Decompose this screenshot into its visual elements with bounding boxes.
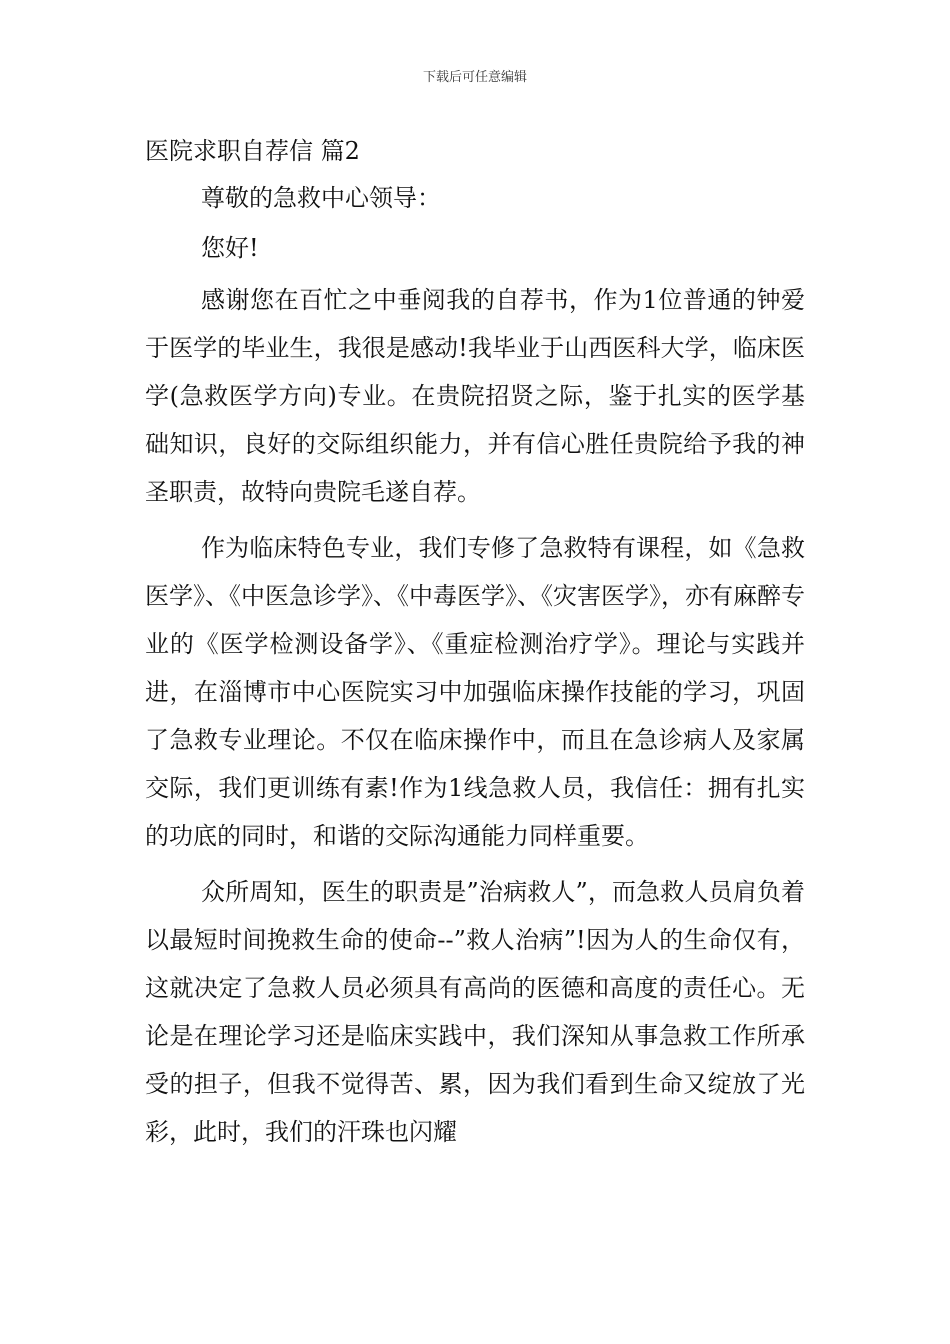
letter-salutation: 尊敬的急救中心领导：: [201, 184, 441, 212]
letter-paragraph: 作为临床特色专业，我们专修了急救特有课程，如《急救医学》、《中医急诊学》、《中毒医学》、《灾害医学》，亦有麻醉专业的《医学检测设备学》、《重症检测治疗学》。理论与实践并进，在淄博市中心医院实习中加强临床操作技能的学习，巩固了急救专业理论。不仅在临床操作中，而且在急诊病人及家属交际，我们更训练有素!作为1线急救人员，我信任：拥有扎实的功底的同时，和谐的交际沟通能力同样重要。: [145, 534, 805, 850]
letter-greeting: 您好!: [201, 234, 259, 262]
letter-paragraph: 感谢您在百忙之中垂阅我的自荐书，作为1位普通的钟爱于医学的毕业生，我很是感动!我毕业于山西医科大学，临床医学(急救医学方向)专业。在贵院招贤之际，鉴于扎实的医学基础知识，良好的交际组织能力，并有信心胜任贵院给予我的神圣职责，故特向贵院毛遂自荐。: [145, 286, 805, 506]
letter-paragraph: 众所周知，医生的职责是”治病救人”，而急救人员肩负着以最短时间挽救生命的使命--”救人治病”!因为人的生命仅有，这就决定了急救人员必须具有高尚的医德和高度的责任心。无论是在理论学习还是临床实践中，我们深知从事急救工作所承受的担子，但我不觉得苦、累，因为我们看到生命又绽放了光彩，此时，我们的汗珠也闪耀: [145, 878, 805, 1146]
letter-title: 医院求职自荐信 篇2: [145, 137, 360, 165]
letter-body: [145, 128, 805, 1156]
header-note: 下载后可任意编辑: [422, 70, 527, 85]
